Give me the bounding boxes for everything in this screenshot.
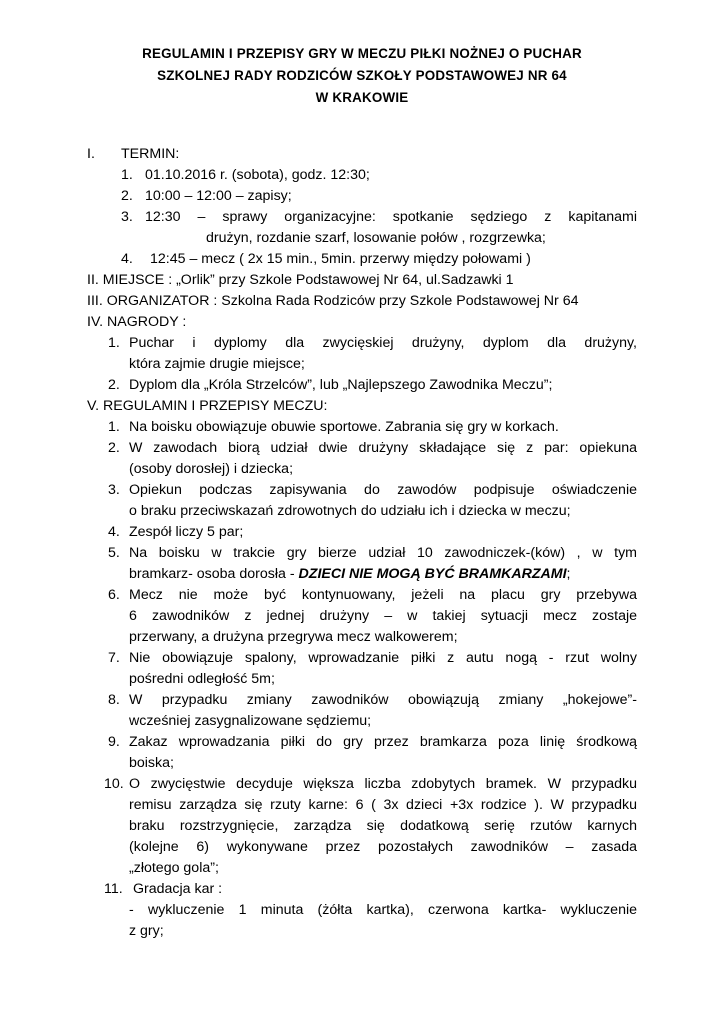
- list-item: Zespół liczy 5 par;: [129, 524, 244, 540]
- list-number: 5.: [108, 545, 120, 561]
- list-number: 1.: [108, 335, 120, 351]
- list-item-continued: [129, 565, 570, 583]
- section-1-number: I.: [87, 146, 95, 162]
- list-number: 8.: [108, 692, 120, 708]
- section-3: III. ORGANIZATOR : Szkolna Rada Rodziców przy Szkole Podstawowej Nr 64: [87, 293, 579, 309]
- list-number: 7.: [108, 650, 120, 666]
- emphasis-warning: DZIECI NIE MOGĄ BYĆ BRAMKARZAMI: [298, 566, 567, 582]
- section-4-heading: IV. NAGRODY :: [87, 314, 187, 330]
- list-number: 2.: [121, 188, 133, 204]
- list-number: 4.: [121, 251, 133, 267]
- title-line-1: REGULAMIN I PRZEPISY GRY W MECZU PIŁKI NOŻNEJ O PUCHAR: [142, 46, 582, 61]
- list-number: 11.: [104, 881, 123, 897]
- list-item-continued: remisu zarządza się rzuty karne: 6 ( 3x dzieci +3x rodzice ). W przypadku: [129, 797, 637, 813]
- list-item: 12:45 – mecz ( 2x 15 min., 5min. przerwy między połowami ): [150, 251, 531, 267]
- title-line-3: W KRAKOWIE: [315, 90, 409, 105]
- list-item-continued: wcześniej zasygnalizowane sędziemu;: [129, 713, 372, 729]
- list-item: O zwycięstwie decyduje większa liczba zdobytych bramek. W przypadku: [129, 776, 637, 792]
- list-item-continued: z gry;: [129, 923, 164, 939]
- list-item-continued: boiska;: [129, 755, 174, 771]
- list-item: Dyplom dla „Króla Strzelców”, lub „Najlepszego Zawodnika Meczu”;: [129, 377, 553, 393]
- list-number: 9.: [108, 734, 120, 750]
- list-number: 4.: [108, 524, 120, 540]
- list-number: 6.: [108, 587, 120, 603]
- list-number: 10.: [104, 776, 124, 792]
- section-2: II. MIEJSCE : „Orlik” przy Szkole Podstawowej Nr 64, ul.Sadzawki 1: [87, 272, 514, 288]
- list-item: Opiekun podczas zapisywania do zawodów podpisuje oświadczenie: [129, 482, 637, 498]
- list-item-continued: (kolejne 6) wykonywane przez pozostałych zawodników – zasada: [129, 839, 637, 855]
- list-number: 3.: [108, 482, 120, 498]
- list-item-continued: 6 zawodników z jednej drużyny – w takiej sytuacji mecz zostaje: [129, 608, 637, 624]
- list-number: 1.: [121, 167, 133, 183]
- list-item: Puchar i dyplomy dla zwycięskiej drużyny, dyplom dla drużyny,: [129, 335, 637, 351]
- list-item-continued: (osoby dorosłej) i dziecka;: [129, 461, 294, 477]
- list-item-continued: braku rozstrzygnięcie, zarządza się dodatkową serię rzutów karnych: [129, 818, 637, 834]
- list-number: 2.: [108, 440, 120, 456]
- list-item: Na boisku obowiązuje obuwie sportowe. Zabrania się gry w korkach.: [129, 419, 559, 435]
- list-item-continued: - wykluczenie 1 minuta (żółta kartka), czerwona kartka- wykluczenie: [129, 902, 637, 918]
- list-item-continued: drużyn, rozdanie szarf, losowanie połów , rozgrzewka;: [206, 230, 546, 246]
- list-number: 1.: [108, 419, 120, 435]
- section-5-heading: V. REGULAMIN I PRZEPISY MECZU:: [87, 398, 328, 414]
- list-item: Mecz nie może być kontynuowany, jeżeli na placu gry przebywa: [129, 587, 637, 603]
- list-item: 01.10.2016 r. (sobota), godz. 12:30;: [145, 167, 370, 183]
- list-item: Zakaz wprowadzania piłki do gry przez bramkarza poza linię środkową: [129, 734, 637, 750]
- list-item: 10:00 – 12:00 – zapisy;: [145, 188, 292, 204]
- list-number: 2.: [108, 377, 120, 393]
- list-item: W zawodach biorą udział dwie drużyny składające się z par: opiekuna: [129, 440, 637, 456]
- list-item-continued: która zajmie drugie miejsce;: [129, 356, 305, 372]
- list-item: W przypadku zmiany zawodników obowiązują zmiany „hokejowe”-: [129, 692, 637, 708]
- title-line-2: SZKOLNEJ RADY RODZICÓW SZKOŁY PODSTAWOWEJ NR 64: [157, 68, 567, 83]
- list-item-continued: „złotego gola”;: [129, 860, 219, 876]
- list-item: Nie obowiązuje spalony, wprowadzanie piłki z autu nogą - rzut wolny: [129, 650, 637, 666]
- list-item-text: ;: [566, 566, 571, 582]
- list-item-text: bramkarz- osoba dorosła -: [129, 566, 299, 582]
- list-item: Gradacja kar :: [133, 881, 223, 897]
- list-number: 3.: [121, 209, 133, 225]
- list-item-continued: przerwany, a drużyna przegrywa mecz walkowerem;: [129, 629, 458, 645]
- list-item-continued: pośredni odległość 5m;: [129, 671, 275, 687]
- list-item: Na boisku w trakcie gry bierze udział 10 zawodniczek-(ków) , w tym: [129, 545, 637, 561]
- list-item: 12:30 – sprawy organizacyjne: spotkanie sędziego z kapitanami: [145, 209, 637, 225]
- list-item-continued: o braku przeciwskazań zdrowotnych do udziału ich i dziecka w meczu;: [129, 503, 571, 519]
- section-1-heading: TERMIN:: [121, 146, 180, 162]
